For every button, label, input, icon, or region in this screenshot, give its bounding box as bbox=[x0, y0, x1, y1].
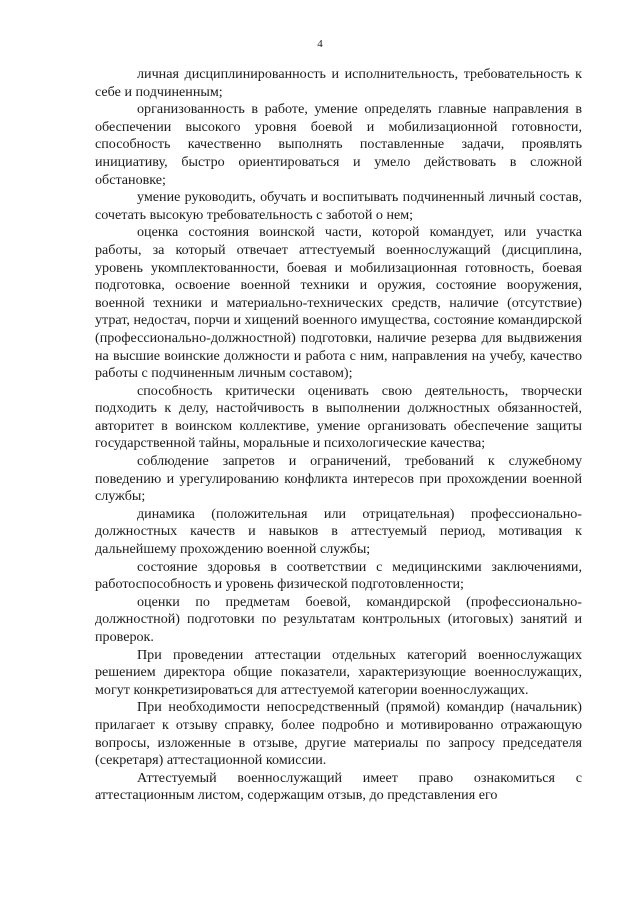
document-body bbox=[95, 66, 582, 805]
paragraph-organization: организованность в работе, умение определять главные направления в обеспечении высокого уровня боевой и мобилизационной готовности, способность качественно выполнять поставленные задачи, проявлять инициативу, быстро ориентироваться и умело действовать в сложной обстановке; bbox=[95, 101, 582, 188]
page-number: 4 bbox=[317, 38, 323, 50]
paragraph-right-to-review: Аттестуемый военнослужащий имеет право ознакомиться с аттестационным листом, содержащим отзыв, до представления его bbox=[95, 769, 582, 804]
paragraph-restrictions: соблюдение запретов и ограничений, требований к служебному поведению и урегулированию конфликта интересов при прохождении военной службы; bbox=[95, 453, 582, 505]
paragraph-discipline: личная дисциплинированность и исполнительность, требовательность к себе и подчиненным; bbox=[95, 66, 582, 100]
paragraph-leadership: умение руководить, обучать и воспитывать подчиненный личный состав, сочетать высокую требовательность с заботой о нем; bbox=[95, 189, 582, 223]
paragraph-grades: оценки по предметам боевой, командирской (профессионально-должностной) подготовки по результатам контрольных (итоговых) занятий и проверок. bbox=[95, 593, 582, 645]
paragraph-unit-assessment: оценка состояния воинской части, которой командует, или участка работы, за который отвечает аттестуемый военнослужащий (дисциплина, уровень укомплектованности, боевая и мобилизационная готовность, боевая подготовка, освоение военной техники и оружия, состояние вооружения, военной техники и материально-технических средств, наличие (отсутствие) утрат, недостач, порчи и хищений военного имущества, состояние командирской (профессионально-должностной) подготовки, наличие резерва для выдвижения на высшие воинские должности и работа с ним, направления на учебу, качество работы с подчиненным личным составом); bbox=[95, 224, 582, 382]
paragraph-attestation-categories: При проведении аттестации отдельных категорий военнослужащих решением директора общие показатели, характеризующие военнослужащих, могут конкретизироваться для аттестуемой категории военнослужащих. bbox=[95, 646, 582, 698]
paragraph-commander-reference: При необходимости непосредственный (прямой) командир (начальник) прилагает к отзыву справку, более подробно и мотивированно отражающую вопросы, изложенные в отзыве, другие материалы по запросу председателя (секретаря) аттестационной комиссии. bbox=[95, 699, 582, 769]
paragraph-health: состояние здоровья в соответствии с медицинскими заключениями, работоспособность и уровень физической подготовленности; bbox=[95, 558, 582, 593]
paragraph-self-criticism: способность критически оценивать свою деятельность, творчески подходить к делу, настойчивость в выполнении должностных обязанностей, авторитет в воинском коллективе, умение организовать обеспечение защиты государственной тайны, моральные и психологические качества; bbox=[95, 382, 582, 452]
paragraph-dynamics: динамика (положительная или отрицательная) профессионально-должностных качеств и навыков в аттестуемый период, мотивация к дальнейшему прохождению военной службы; bbox=[95, 505, 582, 558]
